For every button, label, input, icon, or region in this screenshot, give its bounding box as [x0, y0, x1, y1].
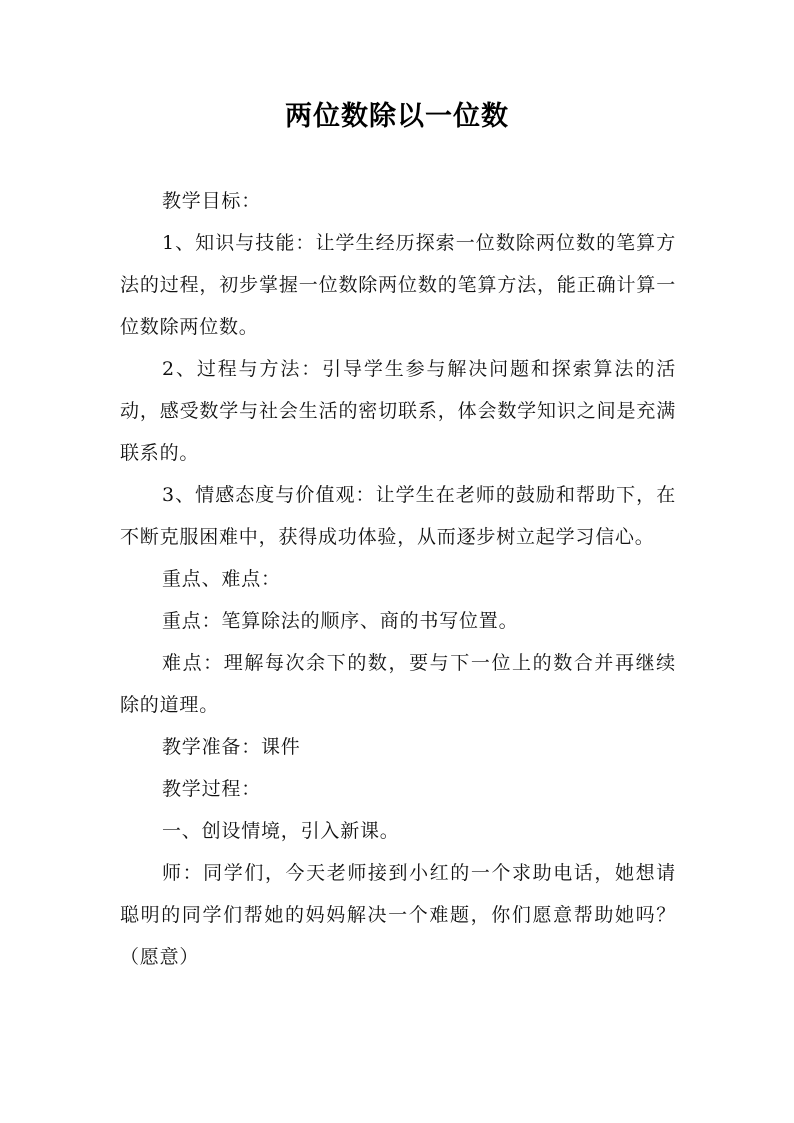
document-title: 两位数除以一位数	[285, 101, 509, 132]
paragraph-teacher-intro: 师：同学们，今天老师接到小红的一个求助电话，她想请聪明的同学们帮她的妈妈解决一个难题，你们愿意帮助她吗？（愿意）	[120, 862, 676, 968]
paragraph-objectives-heading: 教学目标：	[162, 190, 262, 212]
paragraph-emotion-values: 3、情感态度与价值观：让学生在老师的鼓励和帮助下，在不断克服困难中，获得成功体验，从而逐步树立起学习信心。	[120, 484, 676, 548]
paragraph-key-difficult-heading: 重点、难点：	[162, 568, 281, 590]
paragraph-key-point: 重点：笔算除法的顺序、商的书写位置。	[162, 610, 519, 632]
paragraph-process-methods: 2、过程与方法：引导学生参与解决问题和探索算法的活动，感受数学与社会生活的密切联系，体会数学知识之间是充满联系的。	[120, 358, 676, 464]
paragraph-process-heading: 教学过程：	[162, 778, 262, 800]
paragraph-section-one: 一、创设情境，引入新课。	[162, 820, 400, 842]
paragraph-knowledge-skills: 1、知识与技能：让学生经历探索一位数除两位数的笔算方法的过程，初步掌握一位数除两位数的笔算方法，能正确计算一位数除两位数。	[120, 232, 676, 338]
paragraph-difficult-point: 难点：理解每次余下的数，要与下一位上的数合并再继续除的道理。	[120, 652, 676, 716]
document-body	[120, 180, 676, 978]
paragraph-preparation: 教学准备：课件	[162, 736, 301, 758]
